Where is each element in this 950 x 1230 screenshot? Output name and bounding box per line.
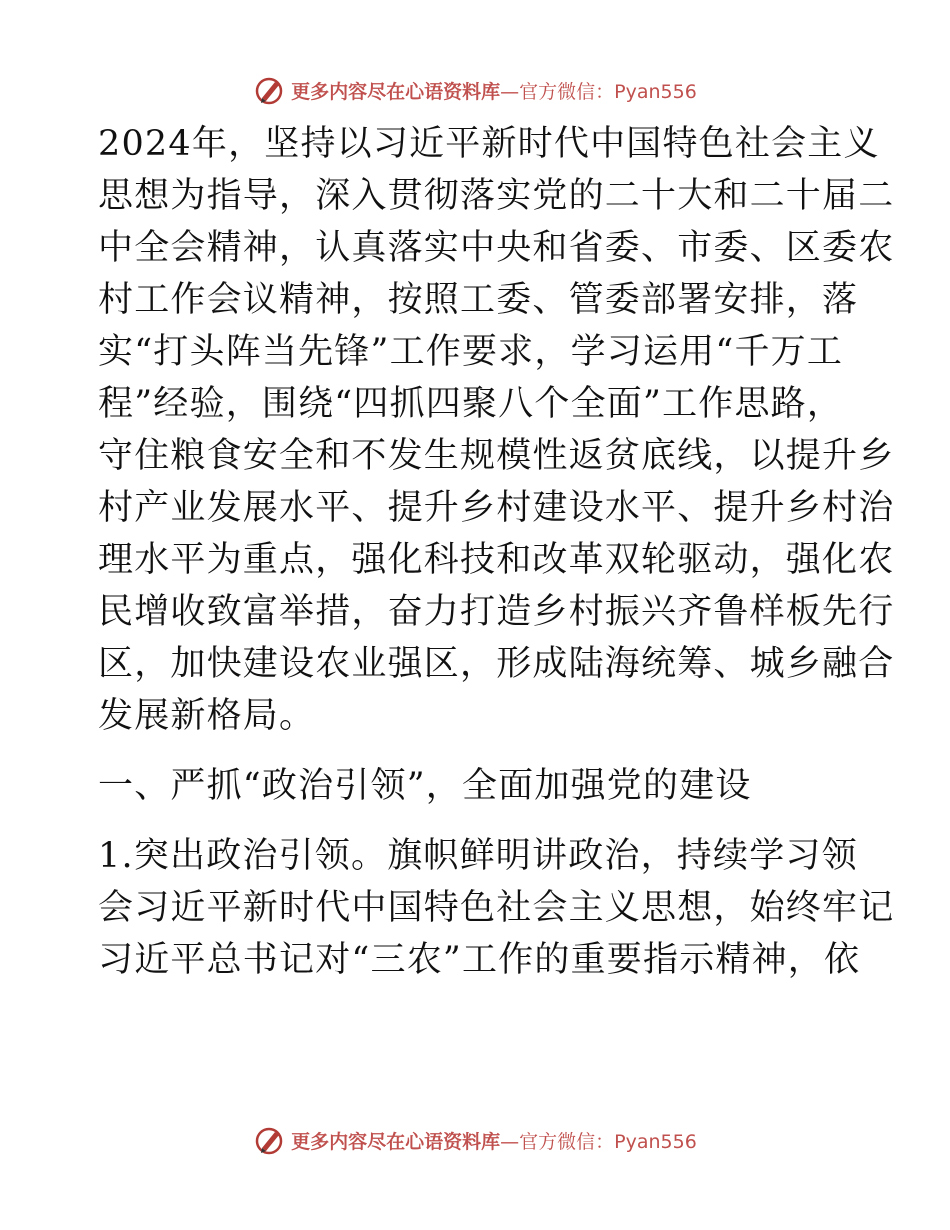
text-line: 中全会精神，认真落实中央和省委、市委、区委农 <box>98 228 895 268</box>
watermark-suffix: —官方微信：Pyan556 <box>500 1130 697 1153</box>
text-line: 程”经验，围绕“四抓四聚八个全面”工作思路， <box>98 384 844 424</box>
text-line: 实“打头阵当先锋”工作要求，学习运用“千万工 <box>98 332 844 372</box>
text-line: 发展新格局。 <box>98 696 316 736</box>
paragraph-intro <box>98 118 895 742</box>
paragraph-political-guidance <box>98 830 895 986</box>
pen-logo-icon <box>253 1124 285 1156</box>
text-line: 村工作会议精神，按照工委、管委部署安排，落 <box>98 280 859 320</box>
watermark-suffix: —官方微信：Pyan556 <box>500 80 697 103</box>
text-line: 区，加快建设农业强区，形成陆海统筹、城乡融合 <box>98 644 895 684</box>
watermark-prefix: 更多内容尽在心语资料库 <box>291 80 501 103</box>
section-heading: 一、严抓“政治引领”，全面加强党的建设 <box>98 766 752 806</box>
footer-watermark <box>0 1120 950 1160</box>
watermark-prefix: 更多内容尽在心语资料库 <box>291 1130 501 1153</box>
text-line: 村产业发展水平、提升乡村建设水平、提升乡村治 <box>98 488 895 528</box>
text-line: 理水平为重点，强化科技和改革双轮驱动，强化农 <box>98 540 895 580</box>
document-body <box>98 118 895 986</box>
header-watermark <box>0 70 950 110</box>
text-line: 民增收致富举措，奋力打造乡村振兴齐鲁样板先行 <box>98 592 895 632</box>
text-line: 思想为指导，深入贯彻落实党的二十大和二十届二 <box>98 176 895 216</box>
text-line: 2024年，坚持以习近平新时代中国特色社会主义 <box>98 124 880 164</box>
text-line: 1.突出政治引领。旗帜鲜明讲政治，持续学习领 <box>98 836 858 876</box>
text-line: 习近平总书记对“三农”工作的重要指示精神，依 <box>98 940 861 980</box>
text-line: 会习近平新时代中国特色社会主义思想，始终牢记 <box>98 888 895 928</box>
pen-logo-icon <box>253 74 285 106</box>
text-line: 守住粮食安全和不发生规模性返贫底线，以提升乡 <box>98 436 895 476</box>
